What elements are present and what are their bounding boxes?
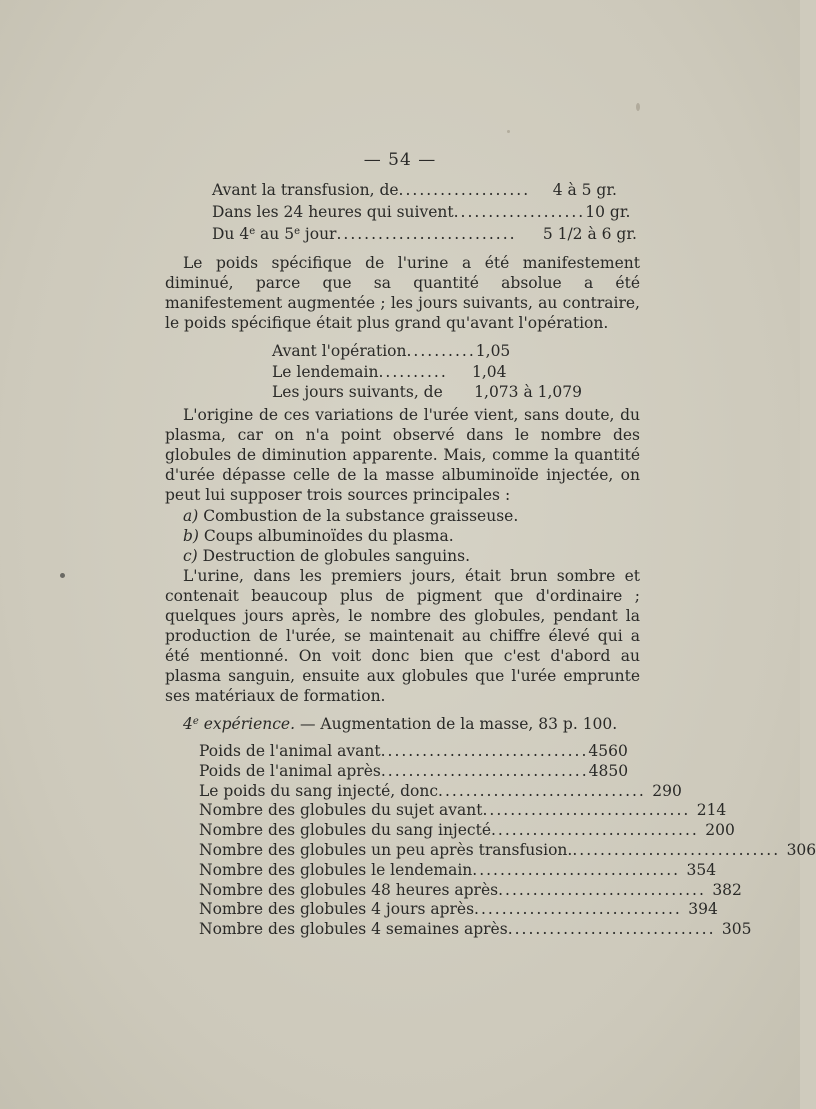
row-value: 354	[686, 860, 717, 879]
experiment-row	[199, 800, 727, 820]
paragraph-urine: L'urine, dans les premiers jours, était brun sombre et contenait beaucoup plus de pigment que d'ordinaire ; quelques jours après, le nombre des globules, pendant la production de l'urée, se maintenait au chiffre élevé qui a été mentionné. On voit donc bien que c'est d'abord au plasma sanguin, ensuite aux globules que l'urée emprunte ses matériaux de formation.	[165, 567, 640, 705]
row-label: Le poids du sang injecté, donc	[199, 781, 439, 800]
urea-row-before	[212, 180, 617, 200]
experiment-row	[199, 919, 752, 939]
leader-dots: ..............................	[438, 781, 646, 800]
leader-dots: ...................	[398, 181, 531, 199]
row-label: Du 4e au 5e jour	[212, 225, 337, 243]
leader-dots: ..........	[406, 342, 476, 360]
row-label: Les jours suivants, de	[272, 383, 443, 401]
experiment-heading: 4e expérience. — Augmentation de la masse, 83 p. 100.	[183, 715, 618, 733]
row-value: 1,04	[472, 363, 507, 381]
paper-speck	[507, 130, 510, 133]
leader-dots: ..........	[378, 363, 448, 381]
row-value: 382	[712, 880, 742, 899]
row-label: Poids de l'animal avant	[199, 742, 381, 760]
row-label: Poids de l'animal après	[199, 761, 381, 780]
row-label: Avant l'opération	[272, 342, 407, 360]
urea-row-day4-5	[212, 224, 637, 244]
row-value: 4 à 5 gr.	[552, 181, 617, 199]
experiment-row	[199, 781, 682, 801]
row-label: Nombre des globules 4 jours après	[199, 900, 475, 919]
row-label: Nombre des globules 4 semaines après	[199, 920, 508, 939]
row-label: Avant la transfusion, de	[212, 181, 399, 199]
spacer	[443, 382, 474, 402]
row-value: 10 gr.	[585, 203, 631, 221]
page-number: — 54 —	[363, 150, 437, 170]
leader-dots: ..............................	[474, 900, 682, 919]
row-value: 306	[786, 841, 816, 859]
leader-dots: ..............................	[572, 841, 781, 859]
row-value: 4850	[588, 761, 629, 780]
leader-dots: ..............................	[472, 860, 681, 879]
source-c: c) Destruction de globules sanguins.	[183, 547, 470, 565]
experiment-row	[199, 820, 735, 840]
leader-dots: ..............................	[380, 761, 589, 780]
paper-speck	[60, 573, 65, 578]
paper-speck	[636, 103, 640, 111]
experiment-row	[199, 840, 816, 860]
row-label: Nombre des globules un peu après transfusion.	[199, 841, 573, 859]
row-label: Le lendemain	[272, 363, 379, 381]
row-label: Dans les 24 heures qui suivent	[212, 203, 454, 221]
row-value: 5 1/2 à 6 gr.	[542, 225, 637, 243]
density-row-next-day	[272, 362, 512, 382]
experiment-row	[199, 860, 717, 880]
row-value: 4560	[588, 742, 628, 760]
row-value: 1,05	[475, 342, 511, 360]
row-label: Nombre des globules du sujet avant	[199, 801, 483, 820]
experiment-row	[199, 899, 718, 919]
density-row-following	[272, 382, 582, 402]
paragraph-origin: L'origine de ces variations de l'urée vient, sans doute, du plasma, car on n'a point observé dans le nombre des globules de diminution apparente. Mais, comme la quantité d'urée dépasse celle de la masse albuminoïde injectée, on peut lui supposer trois sources principales :	[165, 406, 640, 504]
experiment-row	[199, 761, 629, 781]
leader-dots: ..............................	[380, 742, 589, 760]
leader-dots: ..............................	[507, 920, 716, 939]
row-value: 1,073 à 1,079	[474, 383, 582, 401]
paragraph-specific-weight: Le poids spécifique de l'urine a été manifestement diminué, parce que sa quantité absolue a été manifestement augmentée ; les jours suivants, au contraire, le poids spécifique était plus grand qu'avant l'opération.	[165, 254, 640, 332]
urea-row-24h	[212, 202, 631, 222]
leader-dots: ..............................	[498, 880, 706, 899]
leader-dots: ...................	[453, 203, 586, 221]
density-row-before	[272, 341, 512, 361]
experiment-row	[199, 741, 628, 761]
row-label: Nombre des globules le lendemain	[199, 860, 473, 879]
experiment-row	[199, 880, 742, 900]
row-value: 290	[652, 781, 682, 800]
row-value: 214	[696, 801, 727, 820]
source-b: b) Coups albuminoïdes du plasma.	[183, 527, 454, 545]
row-label: Nombre des globules 48 heures après	[199, 880, 499, 899]
source-a: a) Combustion de la substance graisseuse.	[183, 507, 519, 525]
leader-dots: ..............................	[491, 821, 699, 840]
leader-dots: ..............................	[482, 801, 691, 820]
row-value: 305	[721, 920, 752, 939]
leader-dots: ..........................	[336, 225, 517, 243]
row-label: Nombre des globules du sang injecté	[199, 821, 491, 840]
row-value: 394	[688, 900, 718, 919]
row-value: 200	[705, 821, 735, 840]
